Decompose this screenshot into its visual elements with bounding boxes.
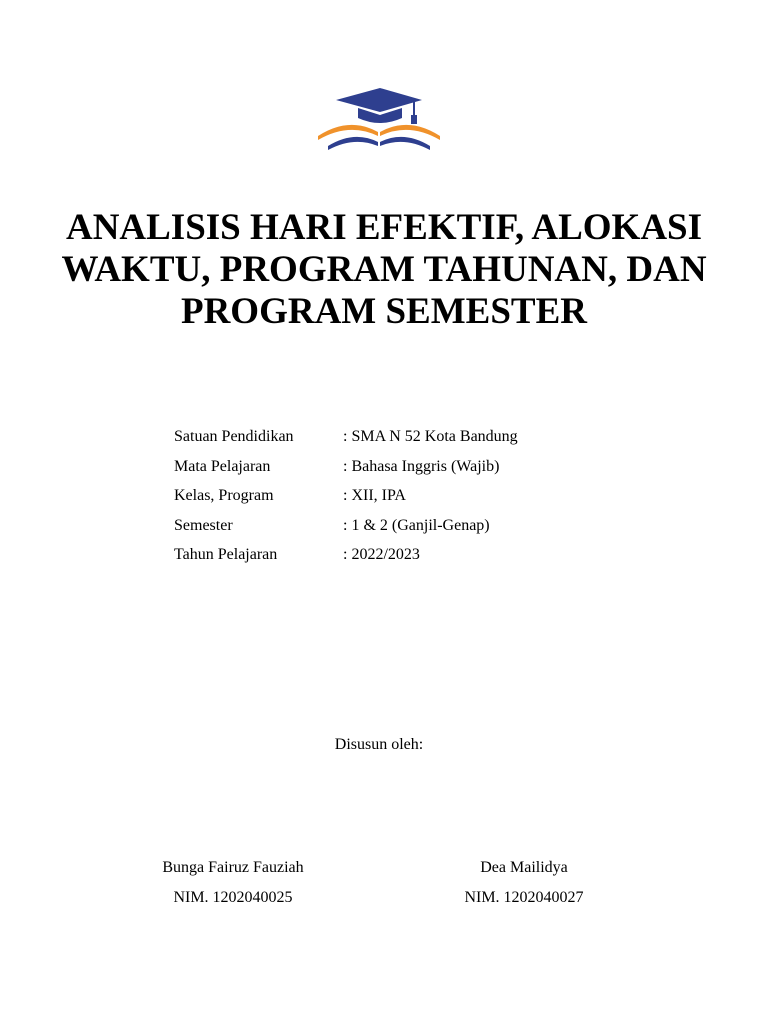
- school-info-list: [174, 422, 518, 570]
- info-label: Satuan Pendidikan: [174, 428, 294, 445]
- info-value: : 2022/2023: [343, 546, 420, 563]
- author-name: Dea Mailidya: [480, 859, 568, 876]
- info-row-satuan-pendidikan: [174, 422, 518, 452]
- author-nim: NIM. 1202040025: [173, 889, 293, 906]
- info-label: Tahun Pelajaran: [174, 546, 278, 563]
- title-line-3: PROGRAM SEMESTER: [180, 291, 587, 332]
- info-value: : XII, IPA: [343, 487, 406, 504]
- author-1: [113, 853, 353, 913]
- info-label: Mata Pelajaran: [174, 457, 271, 475]
- title-line-2: WAKTU, PROGRAM TAHUNAN, DAN: [61, 249, 707, 290]
- info-row-mata-pelajaran: [174, 452, 518, 482]
- info-row-tahun-pelajaran: [174, 540, 518, 570]
- author-2: [404, 853, 644, 913]
- graduation-cap-logo-icon: [314, 86, 444, 156]
- info-row-semester: [174, 511, 518, 541]
- author-nim: NIM. 1202040027: [464, 889, 584, 906]
- document-title: [0, 207, 768, 333]
- composed-by-label: Disusun oleh:: [334, 736, 424, 753]
- info-value: : 1 & 2 (Ganjil-Genap): [343, 516, 490, 534]
- info-label: Kelas, Program: [174, 487, 274, 504]
- title-line-1: ANALISIS HARI EFEKTIF, ALOKASI: [65, 207, 703, 248]
- info-row-kelas-program: [174, 481, 518, 511]
- info-value: : SMA N 52 Kota Bandung: [343, 428, 518, 445]
- author-name: Bunga Fairuz Fauziah: [162, 859, 304, 876]
- info-value: : Bahasa Inggris (Wajib): [343, 457, 500, 475]
- info-label: Semester: [174, 516, 233, 534]
